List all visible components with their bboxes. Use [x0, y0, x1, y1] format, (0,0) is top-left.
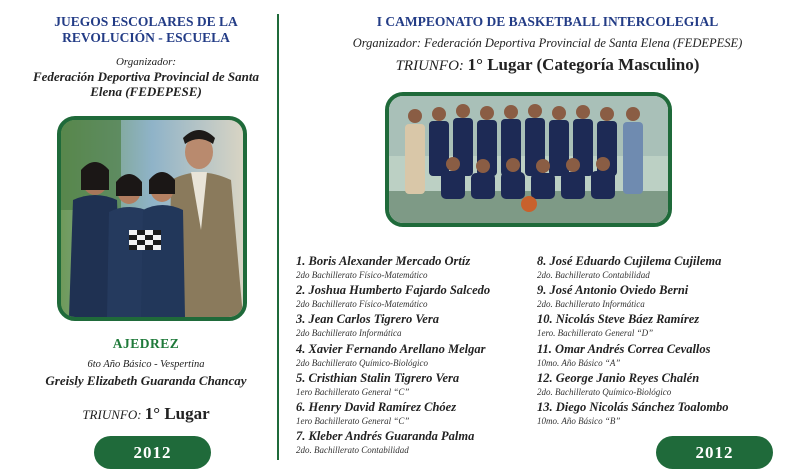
list-item [537, 342, 807, 371]
player-name: 13. Diego Nicolás Sánchez Toalombo [537, 399, 729, 414]
player-name: 5. Cristhian Stalin Tigrero Vera [296, 370, 460, 385]
triumph-label: TRIUNFO: [395, 58, 464, 74]
sport-name: AJEDREZ [112, 336, 180, 351]
basketball-team-photo [385, 92, 672, 227]
player-name: 9. José Antonio Oviedo Berni [537, 283, 689, 298]
chess-winner-photo [57, 116, 247, 321]
left-triumph [30, 404, 262, 424]
player-grade: 2do. Bachillerato Químico-Biológico [537, 386, 672, 397]
list-item [296, 254, 536, 283]
list-item [537, 312, 807, 341]
year-badge: 2012 [656, 436, 773, 469]
player-grade: 10mo. Año Básico “B” [537, 415, 621, 426]
player-grade: 1ero Bachillerato General “C” [296, 386, 410, 397]
player-grade: 2do. Bachillerato Informática [537, 299, 645, 310]
player-name: 7. Kleber Andrés Guaranda Palma [296, 429, 475, 444]
list-item [296, 342, 536, 371]
left-organizer-label: Organizador: [115, 56, 177, 68]
right-organizer-name: Federación Deportiva Provincial de Santa Elena (FEDEPESE) [424, 36, 743, 50]
left-event-title: JUEGOS ESCOLARES DE LA REVOLUCIÓN - ESCUELA [54, 14, 238, 45]
list-item [537, 371, 807, 400]
list-item [537, 254, 807, 283]
player-grade: 1ero Bachillerato General “C” [296, 415, 410, 426]
column-divider [277, 14, 279, 460]
player-name: 3. Jean Carlos Tigrero Vera [296, 312, 439, 327]
player-name: 4. Xavier Fernando Arellano Melgar [296, 341, 486, 356]
list-item [296, 312, 536, 341]
student-grade: 6to Año Básico - Vespertina [87, 359, 205, 370]
list-item [537, 283, 807, 312]
list-item [296, 400, 536, 429]
player-grade: 2do Bachillerato Informática [296, 328, 402, 339]
right-organizer-label: Organizador: [352, 36, 421, 50]
player-grade: 2do Bachillerato Físico-Matemático [296, 299, 428, 310]
player-name: 10. Nicolás Steve Báez Ramírez [537, 312, 700, 327]
list-item [537, 400, 807, 429]
player-name: 1. Boris Alexander Mercado Ortíz [296, 254, 471, 268]
list-item [296, 283, 536, 312]
player-grade: 2do Bachillerato Físico-Matemático [296, 270, 428, 280]
player-name: 11. Omar Andrés Correa Cevallos [537, 341, 711, 356]
left-panel [0, 0, 292, 476]
player-name: 6. Henry David Ramírez Chóez [296, 399, 457, 414]
triumph-label: TRIUNFO: [82, 407, 142, 422]
right-event-title: I CAMPEONATO DE BASKETBALL INTERCOLEGIAL [376, 14, 719, 29]
triumph-value: 1° Lugar (Categoría Masculino) [467, 55, 700, 74]
roster-column-right [537, 254, 807, 429]
player-name: 12. George Janio Reyes Chalén [537, 370, 700, 385]
player-grade: 1ero. Bachillerato General “D” [537, 328, 654, 339]
roster-column-left [296, 254, 536, 458]
right-triumph [290, 55, 805, 75]
year-badge: 2012 [94, 436, 211, 469]
list-item [296, 371, 536, 400]
player-grade: 2do Bachillerato Químico-Biológico [296, 357, 428, 368]
triumph-value: 1° Lugar [144, 404, 210, 423]
player-grade: 2do. Bachillerato Contabilidad [537, 270, 650, 280]
list-item [296, 429, 536, 458]
player-grade: 2do. Bachillerato Contabilidad [296, 445, 409, 456]
player-name: 2. Joshua Humberto Fajardo Salcedo [296, 283, 491, 298]
left-organizer-name: Federación Deportiva Provincial de Santa Elena (FEDEPESE) [32, 69, 260, 99]
player-name: 8. José Eduardo Cujilema Cujilema [537, 254, 722, 268]
student-name: Greisly Elizabeth Guaranda Chancay [45, 373, 247, 388]
player-grade: 10mo. Año Básico “A” [537, 357, 621, 368]
right-organizer [290, 36, 805, 51]
